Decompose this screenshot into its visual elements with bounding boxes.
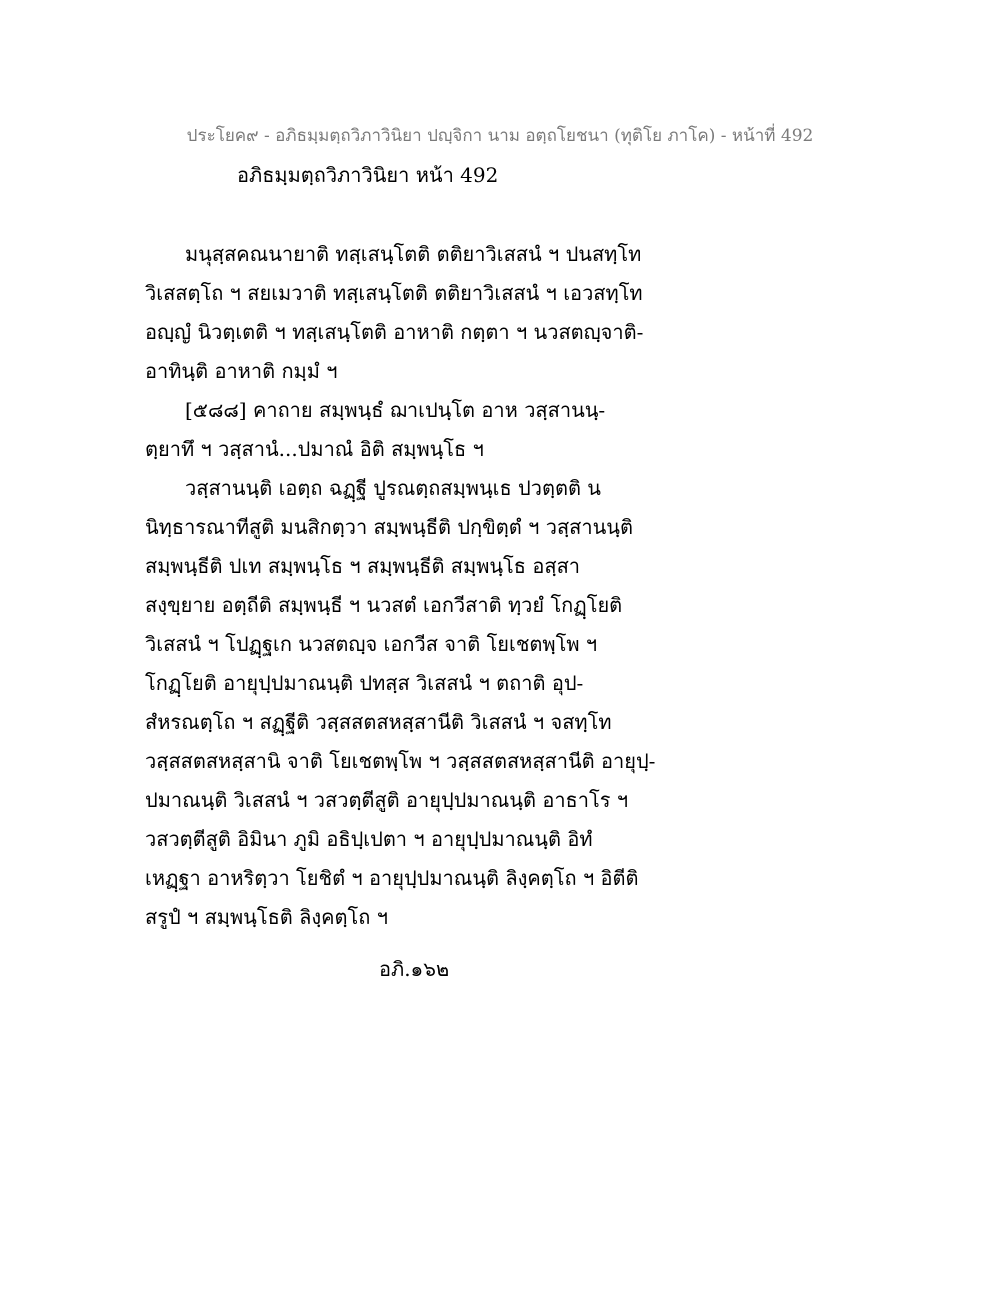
text-line: นิทฺธารณาทีสูติ มนสิกตฺวา สมฺพนฺธีติ ปกฺขิตฺตํ ฯ วสฺสานนฺติ xyxy=(145,515,633,539)
text-line: สงฺขฺยาย อตฺถีติ สมฺพนฺธี ฯ นวสตํ เอกวีสาติ ทฺวยํ โกฏฺโยติ xyxy=(145,593,623,617)
page-title: อภิธมฺมตฺถวิภาวินิยา หน้า 492 xyxy=(237,163,499,187)
text-line: เหฏฺฐา อาหริตฺวา โยชิตํ ฯ อายุปฺปมาณนฺติ ลิงฺคตฺโถ ฯ อิตีติ xyxy=(145,866,639,890)
running-header xyxy=(0,123,1000,149)
text-line: วสวตฺตีสูติ อิมินา ภูมิ อธิปฺเปตา ฯ อายุปฺปมาณนฺติ อิทํ xyxy=(145,827,593,851)
text-line: วิเสสนํ ฯ โปฏฺฐเก นวสตญฺจ เอกวีส จาติ โยเชตพฺโพ ฯ xyxy=(145,632,598,656)
running-header-text: ประโยค๙ - อภิธมฺมตฺถวิภาวินิยา ปญฺจิกา นาม อตฺถโยชนา (ทุติโย ภาโค) - หน้าที่ 492 xyxy=(186,126,814,146)
body-text xyxy=(145,235,665,937)
text-line: โกฏฺโยติ อายุปฺปมาณนฺติ ปทสฺส วิเสสนํ ฯ ตถาติ อุป- xyxy=(145,671,584,695)
text-line: ตฺยาทึ ฯ วสฺสานํ...ปมาณํ อิติ สมฺพนฺโธ ฯ xyxy=(145,437,484,461)
text-line: สํหรณตฺโถ ฯ สฏฺฐีติ วสฺสสตสหสฺสานีติ วิเสสนํ ฯ จสทฺโท xyxy=(145,710,612,734)
text-line: อญฺญํ นิวตฺเตติ ฯ ทสฺเสนฺโตติ อาหาติ กตฺตา ฯ นวสตญฺจาติ- xyxy=(145,320,644,344)
text-line: วิเสสตฺโถ ฯ สยเมวาติ ทสฺเสนฺโตติ ตติยาวิเสสนํ ฯ เอวสทฺโท xyxy=(145,281,643,305)
text-line: อาทินฺติ อาหาติ กมฺมํ ฯ xyxy=(145,359,338,383)
text-line: สมฺพนฺธีติ ปเท สมฺพนฺโธ ฯ สมฺพนฺธีติ สมฺพนฺโธ อสฺสา xyxy=(145,554,581,578)
footer-reference: อภิ.๑๖๒ xyxy=(379,957,450,981)
text-line: [๕๘๘] คาถาย สมฺพนฺธํ ฌาเปนฺโต อาห วสฺสานนฺ- xyxy=(185,398,606,422)
text-line: วสฺสานนฺติ เอตฺถ ฉฏฺฐี ปูรณตฺถสมฺพนฺเธ ปวตฺตติ น xyxy=(185,476,601,500)
text-line: มนุสฺสคณนายาติ ทสฺเสนฺโตติ ตติยาวิเสสนํ ฯ ปนสทฺโท xyxy=(185,242,642,266)
text-line: วสฺสสตสหสฺสานิ จาติ โยเชตพฺโพ ฯ วสฺสสตสหสฺสานีติ อายุปฺ- xyxy=(145,749,656,773)
text-line: สรูปํ ฯ สมฺพนฺโธติ ลิงฺคตฺโถ ฯ xyxy=(145,905,388,929)
text-line: ปมาณนฺติ วิเสสนํ ฯ วสวตฺตีสูติ อายุปฺปมาณนฺติ อาธาโร ฯ xyxy=(145,788,629,812)
